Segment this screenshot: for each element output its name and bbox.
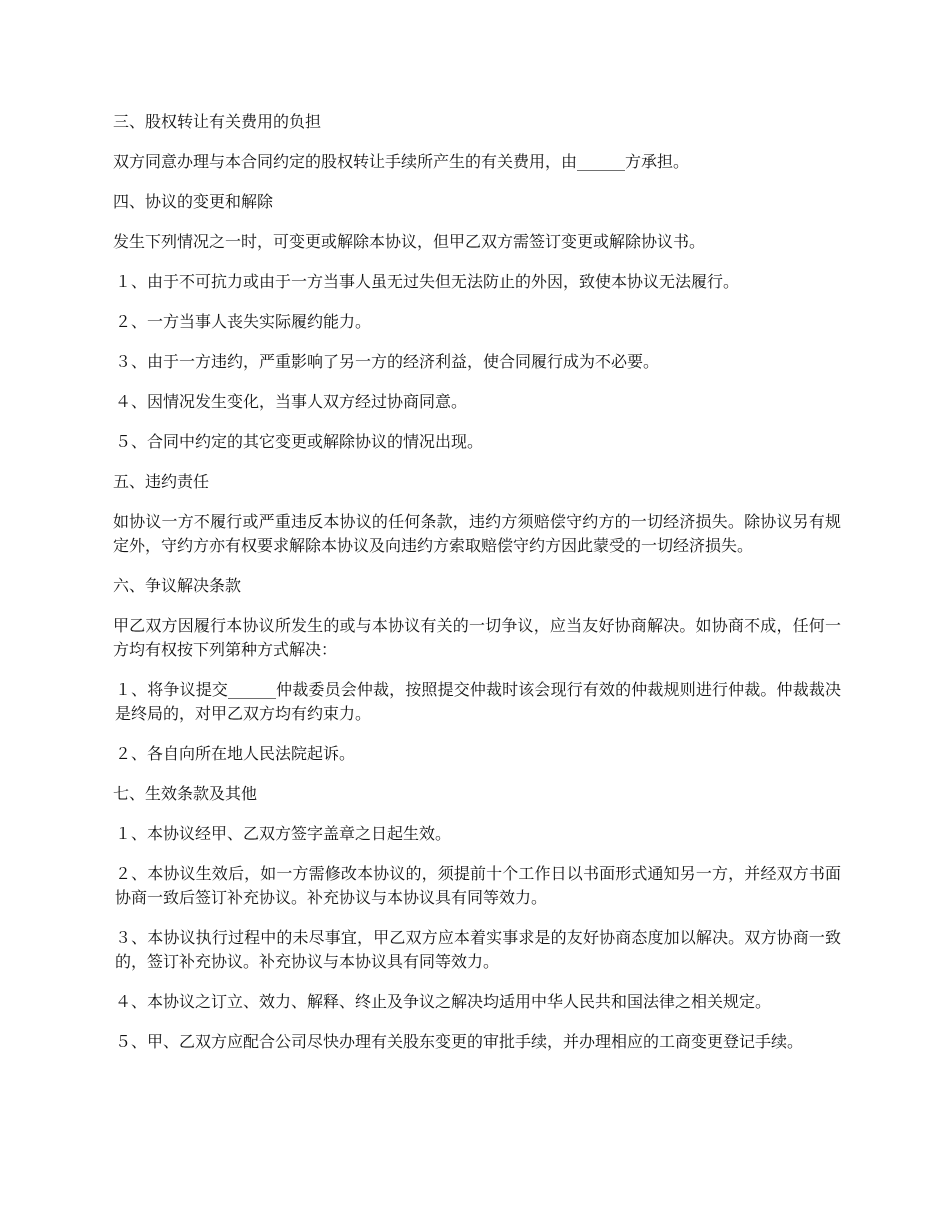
dispute-item-1: １、将争议提交______仲裁委员会仲裁，按照提交仲裁时该会现行有效的仲裁规则进行仲裁。仲裁裁决是终局的，对甲乙双方均有约束力。: [115, 680, 841, 723]
dispute-intro-paragraph: 甲乙双方因履行本协议所发生的或与本协议有关的一切争议，应当友好协商解决。如协商不成，任何一方均有权按下列第种方式解决：: [113, 616, 841, 659]
effectiveness-item-4: ４、本协议之订立、效力、解释、终止及争议之解决均适用中华人民共和国法律之相关规定。: [115, 992, 772, 1011]
modification-item-1: １、由于不可抗力或由于一方当事人虽无过失但无法防止的外因，致使本协议无法履行。: [115, 272, 740, 291]
effectiveness-item-5: ５、甲、乙双方应配合公司尽快办理有关股东变更的审批手续，并办理相应的工商变更登记手续。: [115, 1032, 804, 1051]
section-heading-dispute: 六、争议解决条款: [113, 576, 242, 595]
section-heading-modification: 四、协议的变更和解除: [113, 192, 274, 211]
modification-intro-paragraph: 发生下列情况之一时，可变更或解除本协议，但甲乙双方需签订变更或解除协议书。: [113, 232, 706, 251]
modification-item-5: ５、合同中约定的其它变更或解除协议的情况出现。: [115, 432, 484, 451]
section-heading-breach: 五、违约责任: [113, 472, 210, 491]
dispute-item-2: ２、各自向所在地人民法院起诉。: [115, 744, 356, 763]
breach-paragraph: 如协议一方不履行或严重违反本协议的任何条款，违约方须赔偿守约方的一切经济损失。除协议另有规定外，守约方亦有权要求解除本协议及向违约方索取赔偿守约方因此蒙受的一切经济损失。: [113, 512, 841, 555]
fees-paragraph: 双方同意办理与本合同约定的股权转让手续所产生的有关费用，由______方承担。: [113, 152, 690, 171]
modification-item-4: ４、因情况发生变化，当事人双方经过协商同意。: [115, 392, 468, 411]
effectiveness-item-2: ２、本协议生效后，如一方需修改本协议的，须提前十个工作日以书面形式通知另一方，并经双方书面协商一致后签订补充协议。补充协议与本协议具有同等效力。: [115, 864, 841, 907]
modification-item-3: ３、由于一方违约，严重影响了另一方的经济利益，使合同履行成为不必要。: [115, 352, 660, 371]
section-heading-effectiveness: 七、生效条款及其他: [113, 784, 258, 803]
section-heading-fees: 三、股权转让有关费用的负担: [113, 112, 322, 131]
modification-item-2: ２、一方当事人丧失实际履约能力。: [115, 312, 372, 331]
document-page: [113, 110, 841, 1070]
effectiveness-item-3: ３、本协议执行过程中的未尽事宜，甲乙双方应本着实事求是的友好协商态度加以解决。双方协商一致的，签订补充协议。补充协议与本协议具有同等效力。: [115, 928, 841, 971]
effectiveness-item-1: １、本协议经甲、乙双方签字盖章之日起生效。: [115, 824, 452, 843]
